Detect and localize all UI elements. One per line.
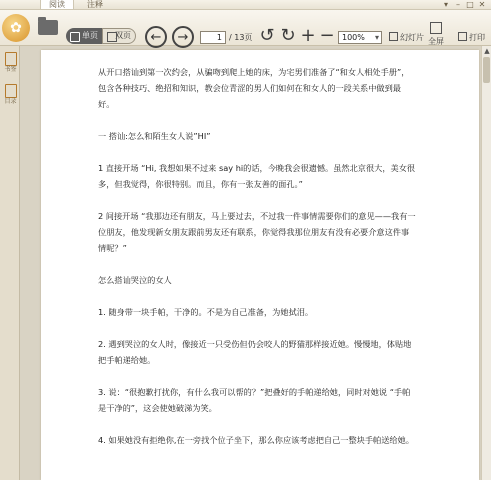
left-sidebar — [0, 46, 20, 480]
print-button[interactable]: 打印 — [458, 31, 485, 44]
section-heading: 怎么搭讪哭泣的女人 — [98, 275, 172, 285]
zoom-select[interactable]: 100% ▾ — [338, 31, 382, 44]
page-total-label: / 13页 — [229, 33, 253, 42]
zoom-out-icon[interactable]: − — [319, 25, 335, 46]
zoom-in-icon[interactable]: + — [300, 25, 316, 46]
paragraph: 4. 如果她没有拒绝你,在一旁找个位子坐下，那么你应该考虑把自己一整块手帕送给她。 — [98, 435, 414, 445]
app-logo-icon: ✿ — [2, 14, 30, 42]
rotate-right-icon[interactable]: ↻ — [280, 25, 296, 46]
double-page-button[interactable]: 双页 — [102, 28, 136, 44]
single-page-button[interactable]: 单页 — [66, 28, 102, 44]
maximize-icon[interactable]: □ — [466, 0, 474, 9]
paragraph: 2 间接开场 “我那边还有朋友，马上要过去，不过我一件事情需要你们的意见——我有一位朋友，他发现新女朋友跟前男友还有联系，你觉得我那位朋友有没有必要介意这件事情呢？” — [98, 211, 416, 253]
paragraph: 3. 说：“很抱歉打扰你，有什么我可以帮的？”把叠好的手帕递给她，同时对她说 “手帕是干净的”，这会使她破涕为笑。 — [98, 387, 411, 413]
prev-page-icon[interactable]: ← — [145, 26, 167, 48]
menu-icon[interactable]: ▾ — [443, 0, 448, 9]
minimize-icon[interactable]: – — [456, 0, 460, 9]
slideshow-button[interactable]: 幻灯片 — [389, 31, 424, 44]
document-page — [41, 50, 479, 480]
scroll-up-icon[interactable]: ▲ — [484, 47, 490, 55]
fullscreen-icon — [430, 22, 442, 34]
paragraph: 从开口搭讪到第一次约会，从骗吻到爬上她的床，为宅男们准备了“和女人相处手册”，包含各种技巧、绝招和知识，教会位青涩的男人们如何在和女人的一段关系中做到最好。 — [98, 67, 410, 109]
paragraph: 1. 随身带一块手帕，干净的。不是为自己准备，为她拭泪。 — [98, 307, 314, 317]
toolbar — [0, 10, 491, 46]
page-number-input[interactable]: 1 — [200, 31, 226, 44]
paragraph: 2. 遇到哭泣的女人时，像接近一只受伤但仍会咬人的野猫那样接近她。慢慢地，体贴地把手帕递给她。 — [98, 339, 412, 365]
fullscreen-button[interactable]: 全屏 — [426, 22, 446, 48]
close-icon[interactable]: ✕ — [478, 0, 486, 9]
table-of-contents-icon — [5, 84, 17, 98]
tab-read[interactable]: 阅读 — [40, 0, 74, 10]
tab-annotate[interactable]: 注释 — [87, 0, 103, 9]
bookmark-icon — [5, 52, 17, 66]
sidebar-item-toc[interactable]: 目录 — [2, 84, 19, 106]
scroll-thumb[interactable] — [483, 57, 490, 83]
tab-strip — [0, 0, 491, 10]
next-page-icon[interactable]: → — [172, 26, 194, 48]
document-content — [98, 64, 416, 448]
print-icon — [458, 32, 467, 41]
vertical-scrollbar[interactable] — [481, 46, 491, 480]
open-folder-icon[interactable] — [38, 20, 58, 35]
paragraph: 1 直接开场 “Hi, 我想如果不过来 say hi的话，今晚我会很遗憾。虽然北京很大，美女很多，但我觉得，你很特别。而且，你有一张友善的面孔。” — [98, 163, 416, 189]
sidebar-item-bookmarks[interactable]: 书签 — [2, 52, 19, 74]
slideshow-icon — [389, 32, 398, 41]
section-heading: 一 搭讪:怎么和陌生女人说”HI” — [98, 131, 211, 141]
rotate-left-icon[interactable]: ↺ — [259, 25, 275, 46]
